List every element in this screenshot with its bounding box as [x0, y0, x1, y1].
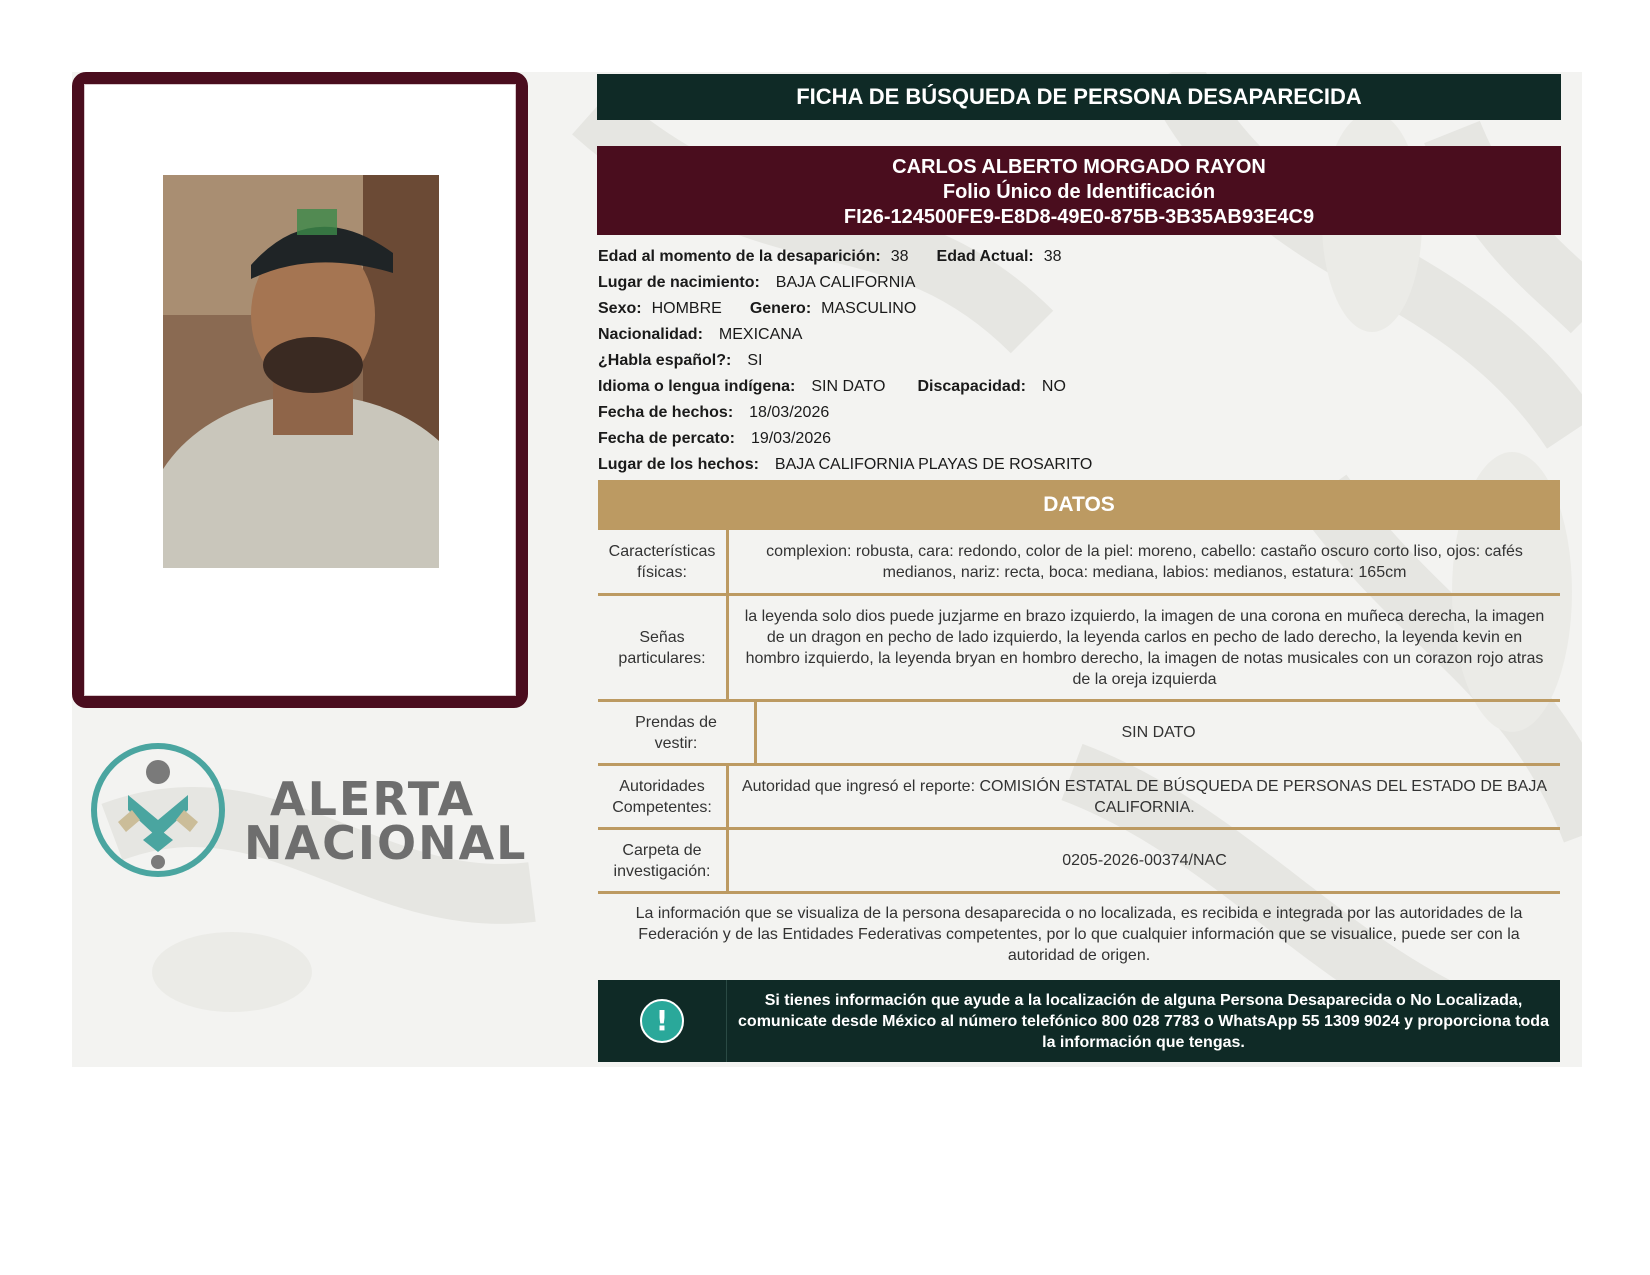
nacionalidad-value: MEXICANA: [718, 326, 803, 343]
fecha-hechos-value: 18/03/2026: [749, 404, 830, 421]
edad-desaparicion-value: 38: [890, 248, 909, 265]
datos-header: DATOS: [598, 480, 1560, 530]
fecha-percato-label: Fecha de percato:: [598, 430, 735, 447]
datos-value: complexion: robusta, cara: redondo, color de la piel: moreno, cabello: castaño oscuro corto liso, ojos: cafés medianos, nariz: recta, boca: mediana, labios: medianos, estatura: 165cm: [766, 542, 1523, 581]
datos-label: Carpeta de investigación:: [598, 830, 729, 891]
field-row-fecha-hechos: [598, 400, 1558, 426]
alerta-nacional-emblem-icon: [88, 740, 228, 880]
genero-label: Genero:: [749, 300, 812, 317]
discapacidad-label: Discapacidad:: [917, 378, 1026, 395]
datos-value: 0205-2026-00374/NAC: [1062, 852, 1227, 869]
field-row-habla-espanol: [598, 348, 1558, 374]
lugar-hechos-value: BAJA CALIFORNIA PLAYAS DE ROSARITO: [774, 456, 1093, 473]
datos-row-senas: [598, 596, 1560, 702]
datos-label: Prendas de vestir:: [598, 702, 757, 763]
nacionalidad-label: Nacionalidad:: [598, 326, 703, 343]
datos-label: Señas particulares:: [598, 596, 729, 699]
field-row-sexo: [598, 296, 1558, 322]
field-row-lugar-hechos: [598, 452, 1558, 478]
contact-icon-cell: [598, 980, 727, 1062]
discapacidad-value: NO: [1041, 378, 1066, 395]
habla-espanol-value: SI: [747, 352, 763, 369]
sexo-value: HOMBRE: [651, 300, 722, 317]
fecha-percato-value: 19/03/2026: [750, 430, 832, 447]
logo-line-2: NACIONAL: [244, 816, 528, 870]
genero-value: MASCULINO: [821, 300, 917, 317]
field-row-lugar-nacimiento: [598, 270, 1558, 296]
person-header: [597, 146, 1561, 235]
datos-value: SIN DATO: [1121, 724, 1196, 741]
contact-banner: [598, 980, 1560, 1062]
datos-row-caracteristicas: [598, 530, 1560, 596]
page-title: FICHA DE BÚSQUEDA DE PERSONA DESAPARECIDA: [597, 74, 1561, 120]
person-name: CARLOS ALBERTO MORGADO RAYON: [892, 156, 1266, 178]
person-photo: [163, 175, 439, 568]
exclamation-icon: !: [640, 999, 684, 1043]
lugar-nacimiento-label: Lugar de nacimiento:: [598, 274, 760, 291]
contact-text: Si tienes información que ayude a la localización de alguna Persona Desaparecida o No Localizada, comunicate desde México al número telefónico 800 028 7783 o WhatsApp 55 1309 9024 y proporciona toda la información que tengas.: [738, 991, 1549, 1051]
lugar-hechos-label: Lugar de los hechos:: [598, 456, 759, 473]
folio-label: Folio Único de Identificación: [942, 181, 1216, 203]
legal-notice: La información que se visualiza de la persona desaparecida o no localizada, es recibida e integrada por las autoridades de la Federación y de las Entidades Federativas competentes, por lo que cualquier información que se visualice, puede ser con la autoridad de origen.: [635, 905, 1523, 964]
datos-label: Autoridades Competentes:: [598, 766, 729, 827]
datos-label: Características físicas:: [598, 530, 729, 593]
datos-value: la leyenda solo dios puede juzjarme en brazo izquierdo, la imagen de una corona en muñeca derecha, la imagen de un dragon en pecho de lado izquierdo, la leyenda carlos en pecho de lado derecho, la leyenda kevin en hombro izquierdo, la leyenda bryan en hombro derecho, la imagen de notas musicales con un corazon rojo atras de la oreja izquierda: [744, 607, 1545, 688]
datos-table: [598, 530, 1560, 894]
datos-row-autoridades: [598, 766, 1560, 830]
edad-desaparicion-label: Edad al momento de la desaparición:: [598, 248, 881, 265]
lugar-nacimiento-value: BAJA CALIFORNIA: [775, 274, 916, 291]
logo-line-1: ALERTA: [270, 772, 476, 826]
edad-actual-value: 38: [1043, 248, 1062, 265]
field-row-edad: [598, 244, 1558, 270]
fecha-hechos-label: Fecha de hechos:: [598, 404, 734, 421]
person-fields: [598, 244, 1558, 478]
sexo-label: Sexo:: [598, 300, 642, 317]
field-row-fecha-percato: [598, 426, 1558, 452]
datos-row-prendas: [598, 702, 1560, 766]
edad-actual-label: Edad Actual:: [936, 248, 1034, 265]
field-row-nacionalidad: [598, 322, 1558, 348]
idioma-label: Idioma o lengua indígena:: [598, 378, 796, 395]
idioma-value: SIN DATO: [811, 378, 886, 395]
field-row-idioma: [598, 374, 1558, 400]
alerta-nacional-logo: [88, 740, 528, 884]
datos-value: Autoridad que ingresó el reporte: COMISIÓN ESTATAL DE BÚSQUEDA DE PERSONAS DEL ESTADO DE BAJA CALIFORNIA.: [741, 777, 1547, 816]
folio-value: FI26-124500FE9-E8D8-49E0-875B-3B35AB93E4C9: [843, 206, 1315, 228]
datos-row-carpeta: [598, 830, 1560, 894]
habla-espanol-label: ¿Habla español?:: [598, 352, 732, 369]
